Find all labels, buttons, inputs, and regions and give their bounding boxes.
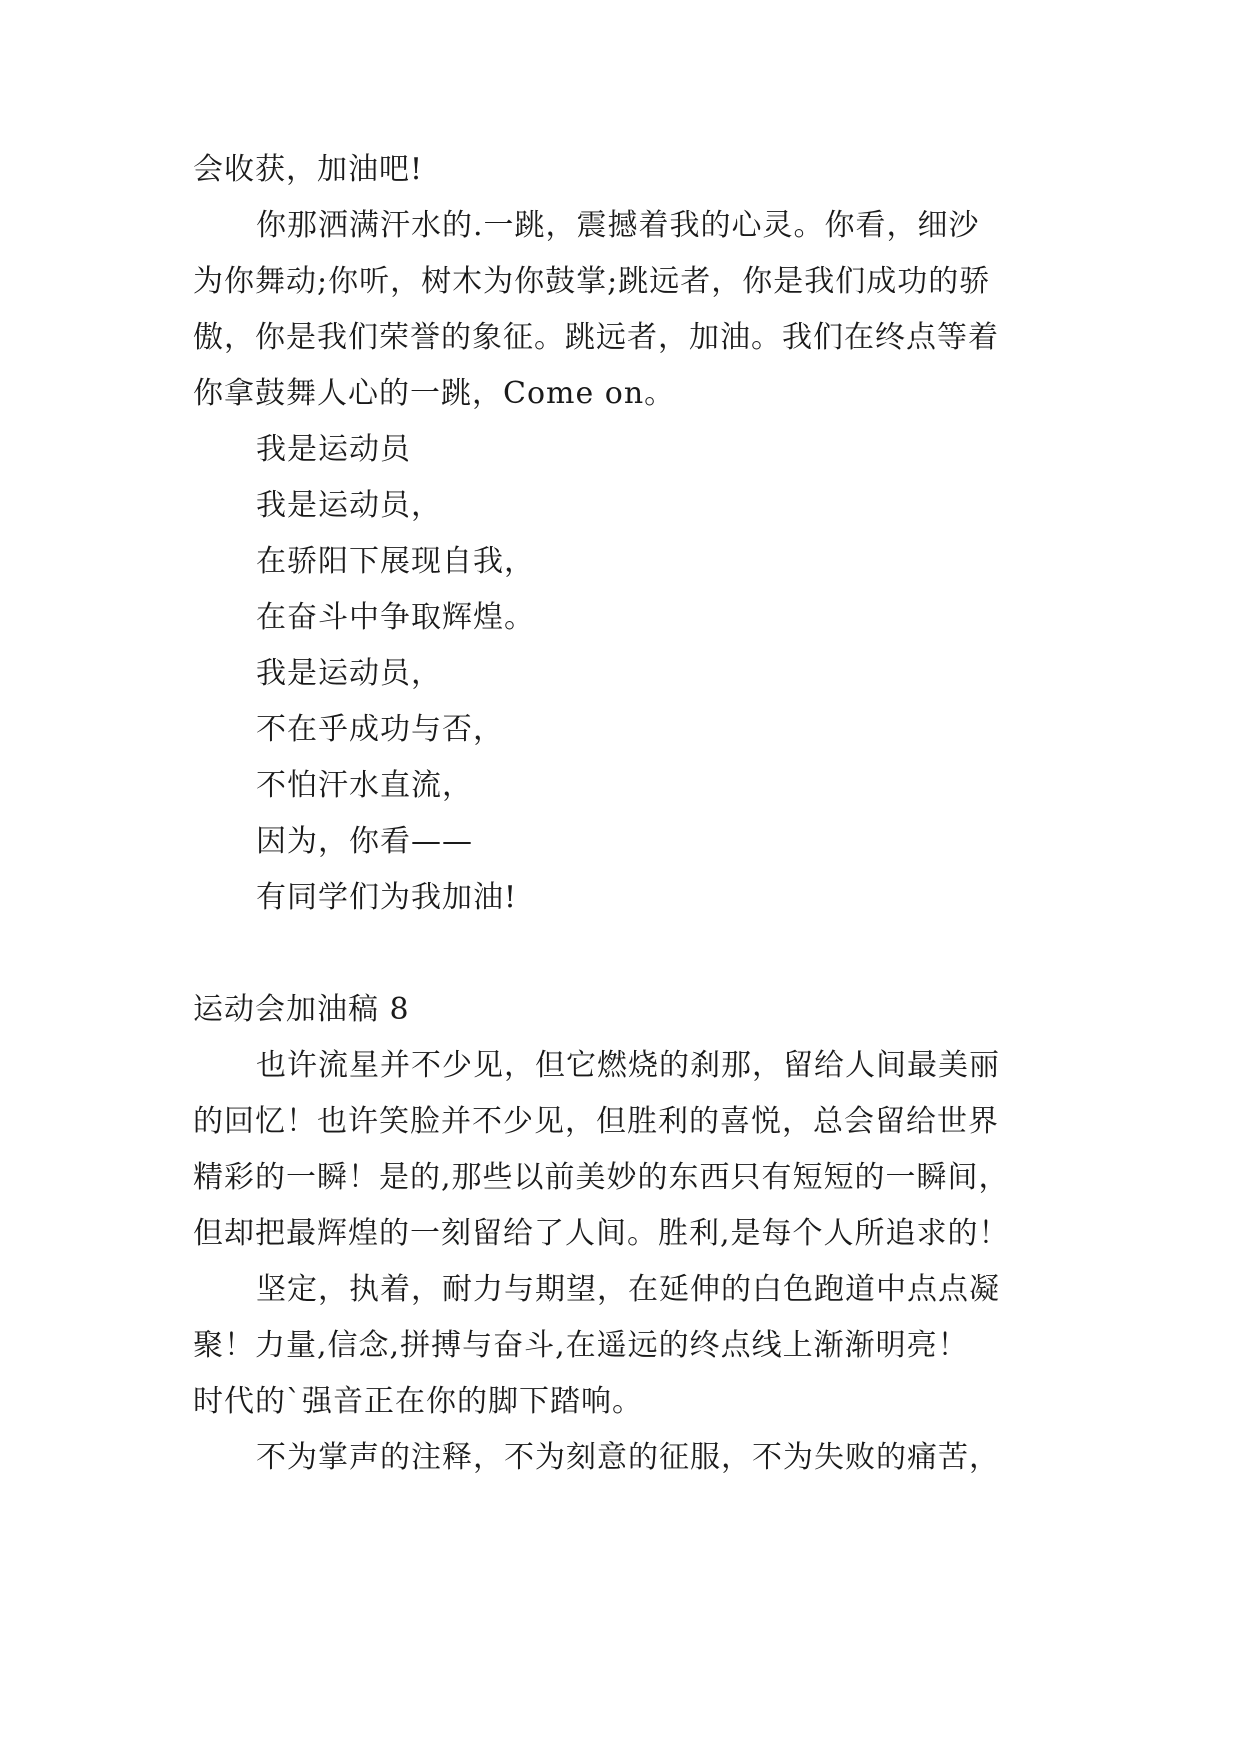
paragraph-line: 的回忆！也许笑脸并不少见，但胜利的喜悦，总会留给世界 (193, 1104, 999, 1139)
poem-line: 在奋斗中争取辉煌。 (256, 600, 535, 635)
poem-title: 我是运动员 (256, 432, 411, 467)
paragraph-line: 时代的`强音正在你的脚下踏响。 (193, 1384, 643, 1419)
paragraph-line: 你那洒满汗水的.一跳，震撼着我的心灵。你看，细沙 (256, 208, 980, 243)
poem-line: 不在乎成功与否， (256, 712, 504, 747)
poem-line: 不怕汗水直流， (256, 768, 473, 803)
poem-line: 我是运动员， (256, 488, 442, 523)
section-title: 运动会加油稿 8 (193, 992, 410, 1027)
paragraph-line: 为你舞动;你听，树木为你鼓掌;跳远者，你是我们成功的骄 (193, 264, 991, 299)
paragraph-line: 不为掌声的注释，不为刻意的征服，不为失败的痛苦， (256, 1440, 1000, 1475)
poem-line: 在骄阳下展现自我， (256, 544, 535, 579)
paragraph-line: 也许流星并不少见，但它燃烧的刹那，留给人间最美丽 (256, 1048, 1000, 1083)
paragraph-line: 聚！力量,信念,拼搏与奋斗,在遥远的终点线上渐渐明亮！ (193, 1328, 969, 1363)
poem-line: 因为，你看—— (256, 824, 473, 859)
paragraph-line: 傲，你是我们荣誉的象征。跳远者，加油。我们在终点等着 (193, 320, 999, 355)
poem-line: 我是运动员， (256, 656, 442, 691)
paragraph-line: 精彩的一瞬！是的,那些以前美妙的东西只有短短的一瞬间， (193, 1160, 1010, 1195)
paragraph-line: 你拿鼓舞人心的一跳，Come on。 (193, 376, 676, 411)
paragraph-line: 但却把最辉煌的一刻留给了人间。胜利,是每个人所追求的！ (193, 1216, 1010, 1251)
poem-line: 有同学们为我加油! (256, 880, 518, 915)
paragraph-line: 坚定，执着，耐力与期望，在延伸的白色跑道中点点凝 (256, 1272, 1000, 1307)
continuation-line: 会收获，加油吧! (193, 152, 424, 187)
